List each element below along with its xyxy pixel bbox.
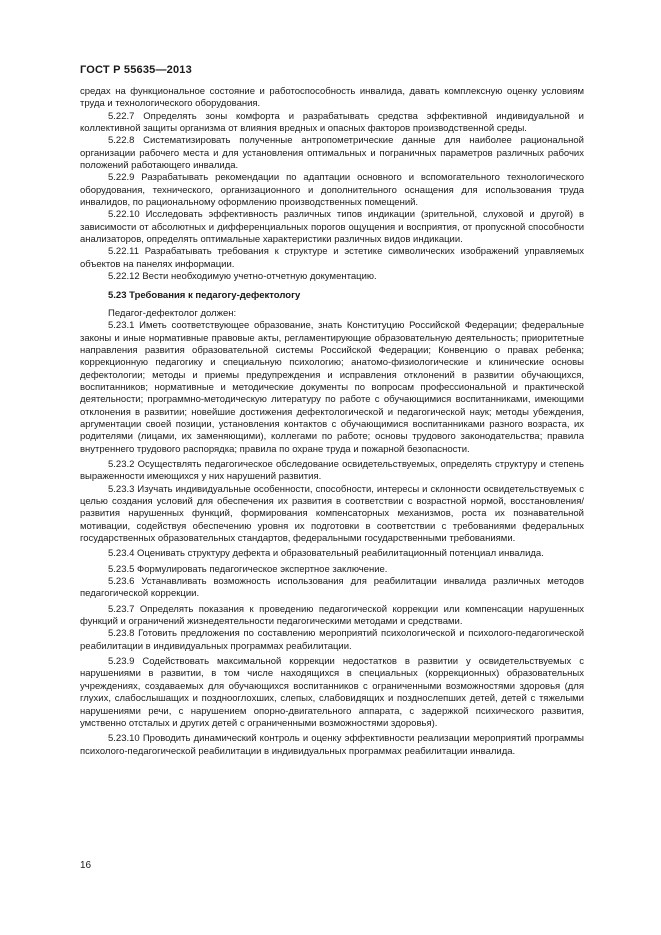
paragraph-intro: Педагог-дефектолог должен:: [108, 307, 237, 319]
document-body: [80, 86, 584, 758]
paragraph-5-23-3: 5.23.3 Изучать индивидуальные особенности, способности, интересы и склонности освидетельствуемых с целью создания условий для обеспечения их развития в соответствии с возрастной нормой, восстановления/развития нарушенных функций, формирования компенсаторных механизмов, роста их познавательной мотивации, содействуя обеспечению уровня их подготовки в соответствии с требованиями федеральных государственных образовательных стандартов, федеральными государственными требованиями.: [80, 483, 584, 545]
paragraph-5-23-9: 5.23.9 Содействовать максимальной коррекции недостатков в развитии у освидетельствуемых с нарушениями в развитии, в том числе находящихся в специальных (коррекционных) образовательных учреждениях, создаваемых для обучающихся воспитанников с ограниченными возможностями здоровья (для глухих, слабослышащих и позднооглохших, слепых, слабовидящих и позднослепших детей, детей с тяжелыми нарушениями речи, с нарушением опорно-двигательного аппарата, с задержкой психического развития, умственно отсталых и других детей с ограниченными возможностями здоровья).: [80, 656, 584, 729]
paragraph-5-22-7: 5.22.7 Определять зоны комфорта и разрабатывать средства эффективной индивидуальной и коллективной защиты организма от влияния вредных и опасных факторов производственной среды.: [80, 110, 584, 135]
paragraph-5-23-7: 5.23.7 Определять показания к проведению педагогической коррекции или компенсации нарушенных функций и ограничений жизнедеятельности педагогическими методами и средствами.: [80, 603, 584, 628]
paragraph-5-22-9: 5.22.9 Разрабатывать рекомендации по адаптации основного и вспомогательного технологического оборудования, технического, организационного и дополнительного оснащения для использования труда инвалидов, по рациональному оформлению производственных помещений.: [80, 172, 584, 209]
paragraph-5-22-11: 5.22.11 Разрабатывать требования к структуре и эстетике символических изображений управляемых объектов на панелях информации.: [80, 246, 584, 270]
section-title: 5.23 Требования к педагогу-дефектологу: [108, 289, 301, 301]
paragraph-5-23-6: 5.23.6 Устанавливать возможность использования для реабилитации инвалида различных методов педагогической коррекции.: [80, 576, 584, 600]
paragraph-5-23-5: 5.23.5 Формулировать педагогическое экспертное заключение.: [108, 563, 388, 575]
paragraph-5-22-8: 5.22.8 Систематизировать полученные антропометрические данные для наиболее рациональной организации рабочего места и для установления оптимальных и пограничных параметров различных рабочих положений работающего инвалида.: [80, 135, 584, 172]
paragraph-5-23-8: 5.23.8 Готовить предложения по составлению мероприятий психологической и психолого-педагогической реабилитации в индивидуальных программах реабилитации.: [80, 628, 584, 652]
page-number: 16: [80, 860, 92, 871]
paragraph-5-23-4: 5.23.4 Оценивать структуру дефекта и образовательный реабилитационный потенциал инвалида.: [108, 548, 544, 560]
paragraph-continuation: средах на функциональное состояние и работоспособность инвалида, давать комплексную оценку условиям труда и технологического оборудования.: [80, 86, 584, 110]
paragraph-5-23-2: 5.23.2 Осуществлять педагогическое обследование освидетельствуемых, определять структуру и степень выраженности имеющихся у них нарушений развития.: [80, 458, 584, 483]
paragraph-5-23-1: 5.23.1 Иметь соответствующее образование, знать Конституцию Российской Федерации; федеральные законы и иные нормативные правовые акты, регламентирующие образовательную деятельность; приоритетные направления развития образовательной системы Российской Федерации; Конвенцию о правах ребенка; коррекционную педагогику и специальную психологию; анатомо-физиологические и клинические основы дефектологии; методы и приемы предупреждения и исправления отклонений в развитии обучающихся, воспитанников; нормативные и методические документы по вопросам профессиональной и практической деятельности; программно-методическую литературу по работе с обучающимися воспитанниками, имеющими отклонения в развитии; новейшие достижения дефектологической и педагогической наук; методы убеждения, аргументации своей позиции, установления контактов с обучающимися воспитанниками разного возраста, их родителями (лицами, их заменяющими), коллегами по работе; основы трудового законодательства; правила внутреннего трудового распорядка; правила по охране труда и пожарной безопасности.: [80, 320, 584, 455]
paragraph-5-23-10: 5.23.10 Проводить динамический контроль и оценку эффективности реализации мероприятий программы психолого-педагогической реабилитации в индивидуальных программах реабилитации инвалида.: [80, 733, 584, 757]
paragraph-5-22-12: 5.22.12 Вести необходимую учетно-отчетную документацию.: [108, 271, 377, 283]
document-header: ГОСТ Р 55635—2013: [80, 64, 192, 76]
paragraph-5-22-10: 5.22.10 Исследовать эффективность различных типов индикации (зрительной, слуховой и другой) в зависимости от абсолютных и дифференциальных порогов ощущения и восприятия, от пропускной способности анализаторов, определять оптимальные характеристики различных видов индикации.: [80, 209, 584, 246]
